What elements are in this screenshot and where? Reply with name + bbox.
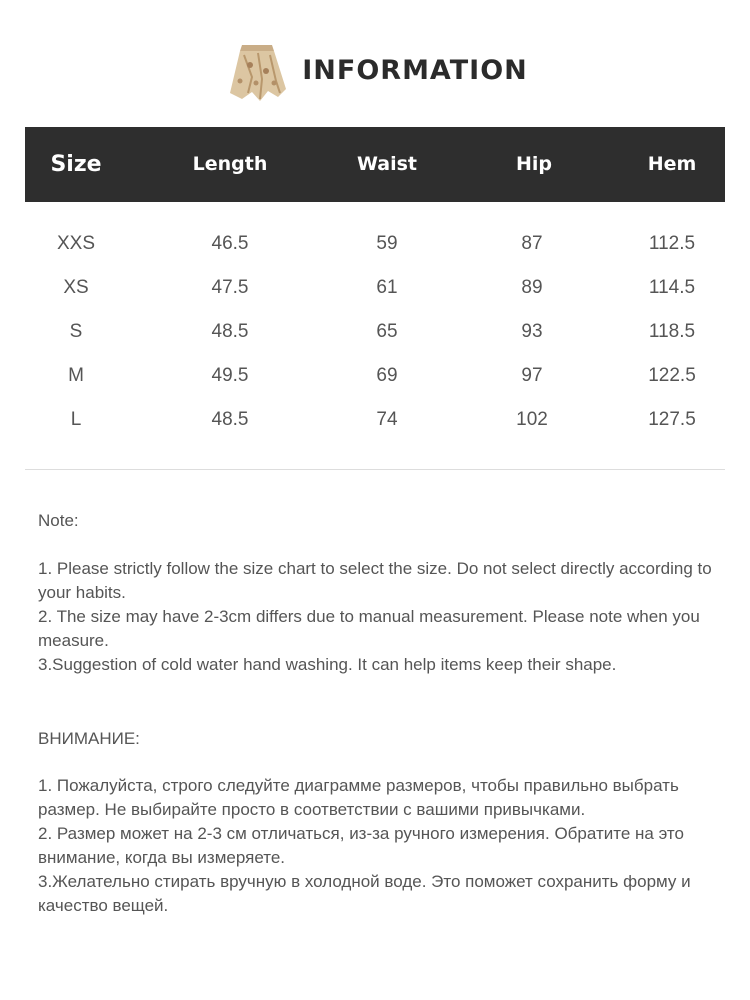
size-table-header [25,127,725,202]
note-en-item: 1. Please strictly follow the size chart to select the size. Do not select directly according to your habits. [38,559,712,602]
cell-length: 49.5 [211,365,249,386]
notes-en-list [38,557,718,677]
cell-length: 46.5 [211,233,249,254]
column-header-size: Size [50,152,102,177]
cell-waist: 61 [376,277,398,298]
cell-hip: 102 [516,409,548,430]
page-title: INFORMATION [302,54,528,86]
notes-ru-list [38,774,718,918]
column-header-length: Length [192,153,268,175]
cell-hem: 122.5 [648,365,696,386]
cell-waist: 69 [376,365,398,386]
cell-waist: 59 [376,233,398,254]
note-en-item: 2. The size may have 2-3cm differs due to manual measurement. Please note when you measure. [38,607,700,650]
column-header-waist: Waist [356,153,417,175]
cell-length: 48.5 [211,321,249,342]
cell-size: XS [63,277,89,298]
table-row [0,398,750,442]
note-heading-ru: ВНИМАНИЕ: [38,729,140,748]
cell-waist: 65 [376,321,398,342]
cell-hip: 97 [521,365,543,386]
note-en-item: 3.Suggestion of cold water hand washing. It can help items keep their shape. [38,655,617,674]
cell-size: XXS [56,233,96,254]
table-row [0,266,750,310]
column-header-hem: Hem [647,153,697,175]
page-header [0,34,750,110]
cell-size: M [68,365,84,386]
column-header-hip: Hip [515,153,552,175]
cell-hem: 127.5 [648,409,696,430]
table-row [0,222,750,266]
table-row [0,354,750,398]
cell-hem: 112.5 [648,233,696,254]
note-ru-item: 1. Пожалуйста, строго следуйте диаграмме размеров, чтобы правильно выбрать размер. Не выбирайте просто в соответствии с вашими привычками. [38,776,679,819]
section-divider [25,469,725,470]
cell-size: L [70,409,82,430]
table-row [0,310,750,354]
cell-size: S [69,321,83,342]
cell-length: 48.5 [211,409,249,430]
skirt-thumbnail-icon [222,37,292,107]
cell-hip: 87 [521,233,543,254]
cell-length: 47.5 [211,277,249,298]
cell-hip: 93 [521,321,543,342]
cell-hem: 118.5 [648,321,696,342]
note-ru-item: 2. Размер может на 2-3 см отличаться, из-за ручного измерения. Обратите на это внимание, когда вы измеряете. [38,824,684,867]
note-heading-en: Note: [38,511,79,530]
cell-waist: 74 [376,409,398,430]
cell-hip: 89 [521,277,543,298]
cell-hem: 114.5 [648,277,696,298]
note-ru-item: 3.Желательно стирать вручную в холодной воде. Это поможет сохранить форму и качество вещей. [38,872,691,915]
